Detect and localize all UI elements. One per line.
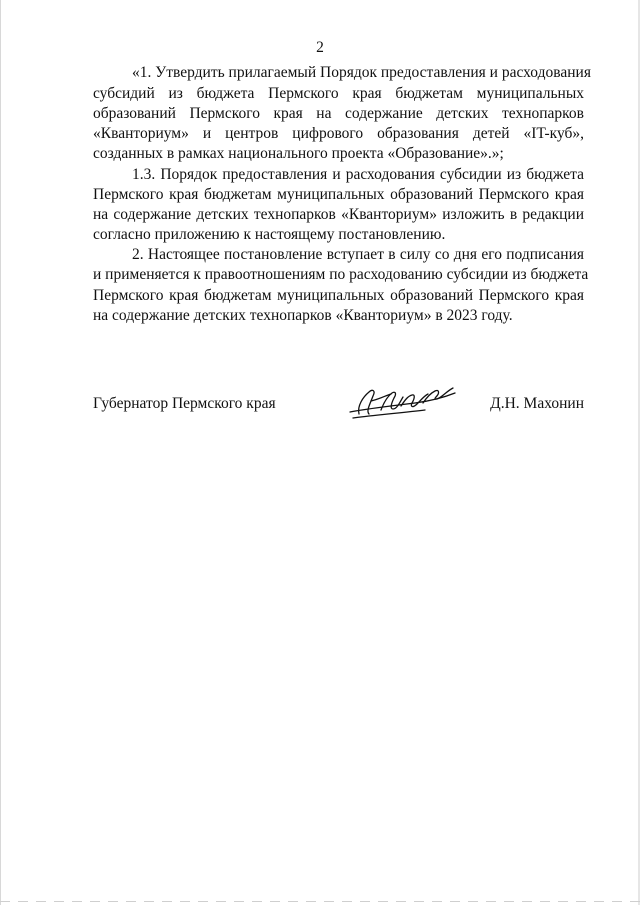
paragraph-3-line-3: Пермского края бюджетам муниципальных образований Пермского края	[93, 287, 584, 304]
page-left-edge	[0, 0, 1, 905]
paragraph-3-line-2: и применяется к правоотношениям по расходованию субсидии из бюджета	[93, 266, 589, 283]
paragraph-1-line-2: субсидий из бюджета Пермского края бюджетам муниципальных	[93, 85, 584, 102]
handwritten-signature	[345, 382, 457, 422]
paragraph-2-line-1: 1.3. Порядок предоставления и расходования субсидии из бюджета	[132, 166, 584, 183]
paragraph-1-line-1: «1. Утвердить прилагаемый Порядок предоставления и расходования	[132, 64, 591, 81]
page-number: 2	[316, 39, 324, 56]
signatory-name: Д.Н. Махонин	[490, 395, 584, 412]
signatory-title: Губернатор Пермского края	[93, 395, 276, 412]
paragraph-1-line-3: образований Пермского края на содержание детских технопарков	[93, 105, 584, 122]
paragraph-2-line-4: согласно приложению к настоящему постановлению.	[93, 226, 446, 243]
paragraph-1-line-4: «Кванториум» и центров цифрового образования детей «IT-куб»,	[93, 125, 584, 142]
page-bottom-border	[0, 901, 640, 902]
paragraph-3-line-1: 2. Настоящее постановление вступает в силу со дня его подписания	[132, 246, 584, 263]
paragraph-2-line-2: Пермского края бюджетам муниципальных образований Пермского края	[93, 186, 584, 203]
paragraph-3-line-4: на содержание детских технопарков «Кванториум» в 2023 году.	[93, 307, 513, 324]
paragraph-1-line-5: созданных в рамках национального проекта «Образование».»;	[93, 145, 504, 162]
paragraph-2-line-3: на содержание детских технопарков «Кванториум» изложить в редакции	[93, 206, 584, 223]
